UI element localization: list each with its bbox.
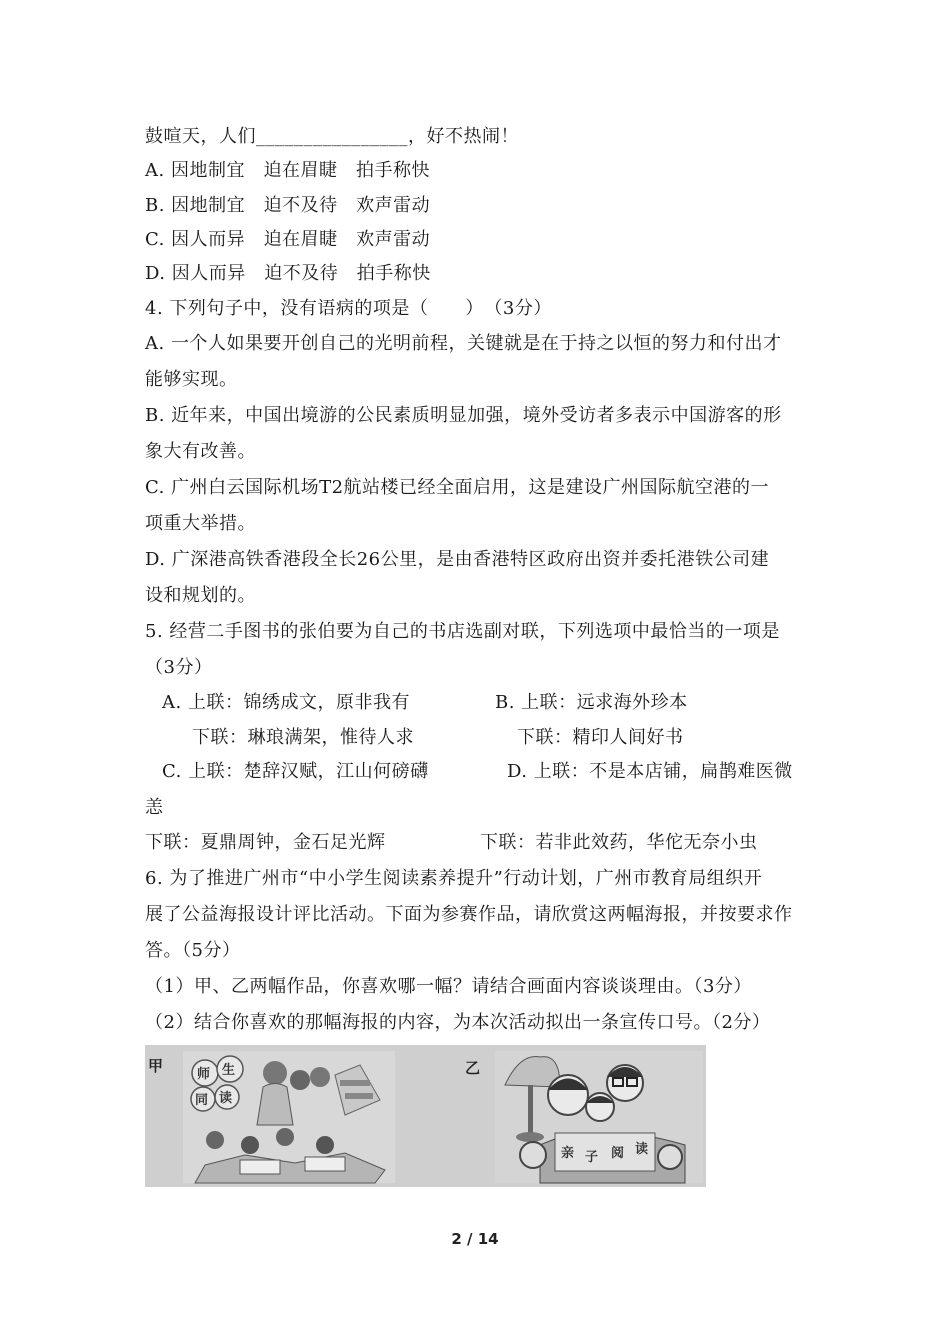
couplet-d-upper: D. 上联：不是本店铺，扁鹊难医微 bbox=[507, 761, 793, 782]
poster-figure bbox=[145, 1045, 706, 1187]
question-5: 5. 经营二手图书的张伯要为自己的书店选副对联，下列选项中最恰当的一项是 bbox=[145, 621, 780, 642]
svg-text:生: 生 bbox=[222, 1063, 236, 1078]
poster-illustrations bbox=[145, 1045, 706, 1187]
svg-text:师: 师 bbox=[197, 1067, 211, 1082]
question-4: 4. 下列句子中，没有语病的项是（ ） （3分） bbox=[145, 298, 552, 319]
svg-text:同: 同 bbox=[195, 1093, 209, 1108]
q4-option-d: D. 广深港高铁香港段全长26公里，是由香港特区政府出资并委托港铁公司建 bbox=[145, 549, 770, 570]
couplet-d-wrap: 恙 bbox=[145, 797, 164, 818]
poster-a-label: 甲 bbox=[148, 1057, 164, 1075]
question-6-part-1: （1）甲、乙两幅作品，你喜欢哪一幅？请结合画面内容谈谈理由。（3分） bbox=[145, 976, 752, 997]
question-6: 6. 为了推进广州市“中小学生阅读素养提升”行动计划，广州市教育局组织开 bbox=[145, 868, 763, 889]
text-line: 鼓喧天，人们________________，好不热闹！ bbox=[145, 126, 519, 147]
svg-text:子: 子 bbox=[585, 1150, 599, 1165]
option-b: B. 因地制宜 迫不及待 欢声雷动 bbox=[145, 195, 431, 216]
q4-option-c: C. 广州白云国际机场T2航站楼已经全面启用，这是建设广州国际航空港的一 bbox=[145, 477, 770, 498]
option-c: C. 因人而异 迫在眉睫 欢声雷动 bbox=[145, 229, 431, 250]
couplet-a-upper: A. 上联：锦绣成文，原非我有 bbox=[162, 692, 410, 713]
question-5-score: （3分） bbox=[145, 657, 213, 678]
question-6-score: 答。（5分） bbox=[145, 940, 241, 961]
couplet-b-upper: B. 上联：远求海外珍本 bbox=[495, 692, 688, 713]
q4-option-a: A. 一个人如果要开创自己的光明前程，关键就是在于持之以恒的努力和付出才 bbox=[145, 333, 782, 354]
svg-text:亲: 亲 bbox=[561, 1146, 575, 1161]
poster-b-label: 乙 bbox=[465, 1059, 481, 1077]
option-a: A. 因地制宜 迫在眉睫 拍手称快 bbox=[145, 160, 430, 181]
couplet-c-upper: C. 上联：楚辞汉赋，江山何磅礴 bbox=[162, 761, 429, 782]
svg-text:阅: 阅 bbox=[611, 1146, 625, 1161]
question-6-part-2: （2）结合你喜欢的那幅海报的内容，为本次活动拟出一条宣传口号。（2分） bbox=[145, 1012, 771, 1033]
svg-text:读: 读 bbox=[635, 1142, 649, 1157]
couplet-c-lower: 下联：夏鼎周钟，金石足光辉 bbox=[145, 832, 386, 853]
page-number: 2 / 14 bbox=[451, 1230, 499, 1248]
q4-option-a-cont: 能够实现。 bbox=[145, 369, 238, 390]
q4-option-b-cont: 象大有改善。 bbox=[145, 441, 256, 462]
couplet-a-lower: 下联：琳琅满架，惟待人求 bbox=[192, 727, 414, 748]
q4-option-b: B. 近年来，中国出境游的公民素质明显加强，境外受访者多表示中国游客的形 bbox=[145, 405, 782, 426]
couplet-d-lower: 下联：若非此效药，华佗无奈小虫 bbox=[480, 832, 758, 853]
question-6-cont: 展了公益海报设计评比活动。下面为参赛作品，请欣赏这两幅海报，并按要求作 bbox=[145, 904, 793, 925]
q4-option-c-cont: 项重大举措。 bbox=[145, 513, 256, 534]
poster-b-image bbox=[495, 1051, 703, 1183]
option-d: D. 因人而异 迫不及待 拍手称快 bbox=[145, 263, 431, 284]
svg-text:读: 读 bbox=[219, 1091, 233, 1106]
couplet-b-lower: 下联：精印人间好书 bbox=[517, 727, 684, 748]
q4-option-d-cont: 设和规划的。 bbox=[145, 585, 256, 606]
poster-a-image bbox=[183, 1051, 398, 1183]
